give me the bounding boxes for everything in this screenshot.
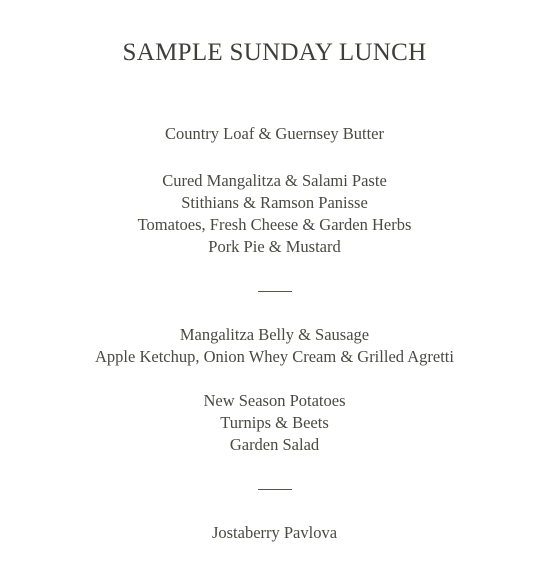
menu-item-starter: Tomatoes, Fresh Cheese & Garden Herbs [137, 215, 412, 234]
menu-item-main: Apple Ketchup, Onion Whey Cream & Grilled Agretti [95, 347, 454, 366]
menu-item-side: Turnips & Beets [220, 413, 329, 432]
menu-item-side: Garden Salad [229, 435, 320, 454]
menu-item-dessert: Jostaberry Pavlova [211, 523, 338, 542]
menu-item-bread: Country Loaf & Guernsey Butter [164, 124, 385, 143]
menu-item-starter: Cured Mangalitza & Salami Paste [162, 171, 387, 190]
menu-item-starter: Pork Pie & Mustard [208, 237, 341, 256]
menu-item-side: New Season Potatoes [203, 391, 346, 410]
section-divider [258, 489, 292, 490]
menu-item-main: Mangalitza Belly & Sausage [179, 325, 370, 344]
menu-title: SAMPLE SUNDAY LUNCH [122, 39, 427, 66]
section-divider [258, 291, 292, 292]
menu-item-starter: Stithians & Ramson Panisse [181, 193, 368, 212]
